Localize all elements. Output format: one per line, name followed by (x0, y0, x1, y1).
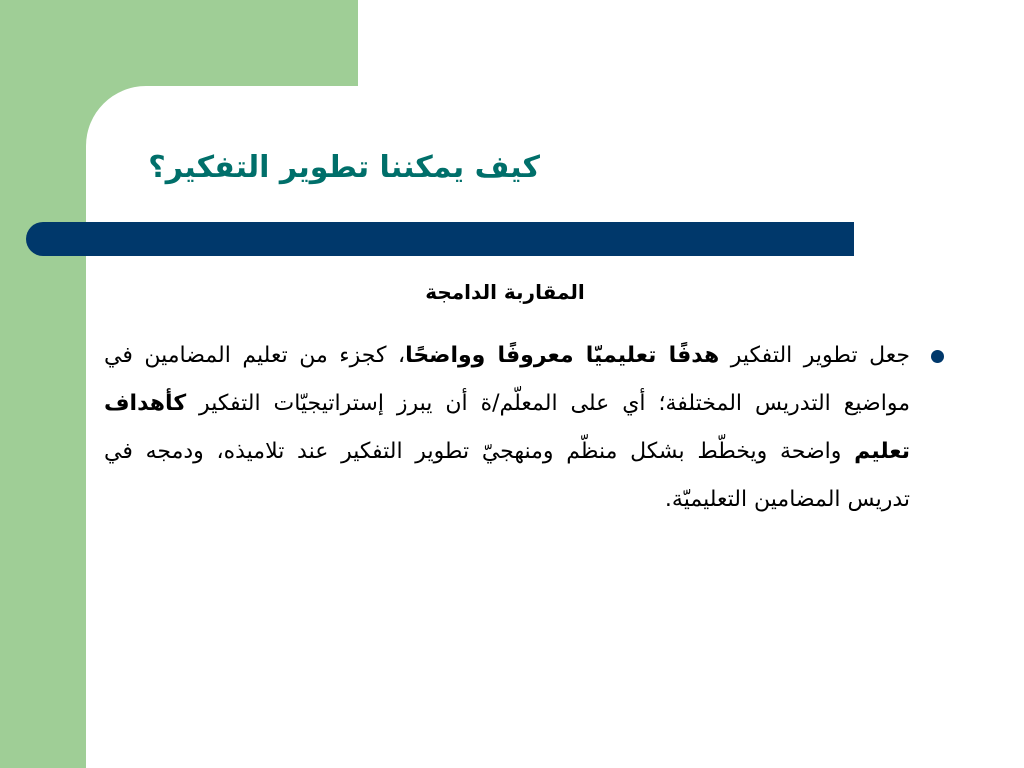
bullet-dot-icon (931, 350, 944, 363)
bullet-text-part: ، كجزء من تعليم المضامين في مواضيع التدريس المختلفة؛ أي على المعلّم/ة أن يبرز إستراتيجيّات التفكير (104, 343, 910, 416)
bullet-text-part: جعل تطوير التفكير (719, 343, 910, 368)
bullet-item (104, 332, 944, 524)
bullet-text-part: واضحة ويخطّط بشكل منظّم ومنهجيّ تطوير التفكير عند تلاميذه، ودمجه في تدريس المضامين التعليميّة. (104, 439, 910, 512)
bullet-bold-phrase: كأهداف تعليم (104, 391, 910, 464)
bullet-text (104, 332, 910, 524)
bullet-bold-phrase: هدفًا تعليميّا معروفًا وواضحًا (405, 343, 720, 368)
slide-subheading: المقاربة الدامجة (425, 280, 585, 304)
slide-title: كيف يمكننا تطوير التفكير؟ (148, 150, 540, 185)
title-divider-bar (26, 222, 854, 256)
